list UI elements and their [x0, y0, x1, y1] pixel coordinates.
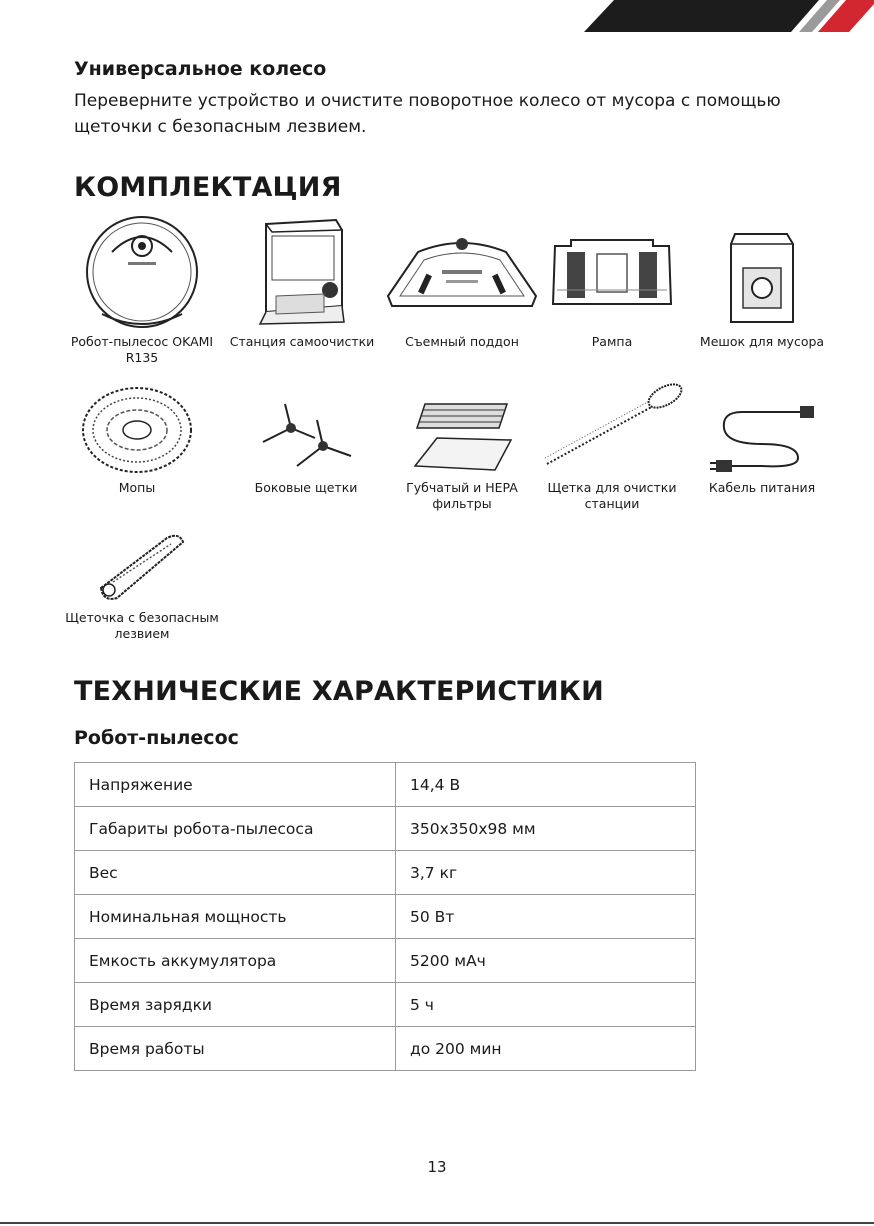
- table-row: [75, 1027, 696, 1071]
- kit-item-ramp: [532, 230, 692, 350]
- spec-value: до 200 мин: [396, 1027, 696, 1071]
- specs-subtitle: Робот-пылесос: [74, 727, 239, 749]
- spec-value: 14,4 В: [396, 763, 696, 807]
- dust-bag-icon: [717, 226, 807, 330]
- kit-item-label: Щетка для очистки станции: [547, 480, 677, 511]
- table-row: [75, 763, 696, 807]
- table-row: [75, 939, 696, 983]
- spec-value: 5 ч: [396, 983, 696, 1027]
- kit-item-side-brushes: [226, 398, 386, 496]
- filter-icon: [407, 398, 517, 476]
- cleaning-brush-icon: [537, 378, 687, 476]
- kit-item-cable: [682, 398, 842, 496]
- ramp-icon: [547, 230, 677, 330]
- kit-item-label: Станция самоочистки: [229, 334, 375, 349]
- robot-vacuum-icon: [82, 212, 202, 330]
- power-cable-icon: [702, 398, 822, 476]
- kit-item-robot: [62, 212, 222, 366]
- spec-name: Вес: [75, 851, 396, 895]
- table-row: [75, 895, 696, 939]
- kit-item-label: Боковые щетки: [254, 480, 358, 495]
- header-stripes: [584, 0, 874, 32]
- kit-item-label: Робот-пылесос OKAMI R135: [70, 334, 214, 365]
- spec-value: 5200 мАч: [396, 939, 696, 983]
- kit-item-mops: [57, 384, 217, 496]
- tray-icon: [382, 230, 542, 330]
- spec-name: Время зарядки: [75, 983, 396, 1027]
- spec-value: 50 Вт: [396, 895, 696, 939]
- station-icon: [252, 212, 352, 330]
- kit-item-label: Губчатый и HEPA фильтры: [406, 480, 518, 511]
- kit-item-label: Мешок для мусора: [699, 334, 825, 349]
- wheel-section-title: Универсальное колесо: [74, 58, 327, 80]
- wheel-instructions: Переверните устройство и очистите поворотное колесо от мусора с помощью щеточки с безопасным лезвием.: [74, 91, 781, 137]
- kit-item-bag: [682, 226, 842, 350]
- spec-name: Емкость аккумулятора: [75, 939, 396, 983]
- spec-value: 350x350x98 мм: [396, 807, 696, 851]
- kit-item-station: [222, 212, 382, 350]
- kit-item-station-brush: [532, 378, 692, 512]
- specs-section-title: ТЕХНИЧЕСКИЕ ХАРАКТЕРИСТИКИ: [74, 676, 604, 707]
- kit-section-title: КОМПЛЕКТАЦИЯ: [74, 172, 342, 203]
- specs-table: [74, 762, 696, 1071]
- spec-value: 3,7 кг: [396, 851, 696, 895]
- mop-icon: [79, 384, 195, 476]
- spec-name: Габариты робота-пылесоса: [75, 807, 396, 851]
- blade-brush-icon: [87, 528, 197, 606]
- kit-item-label: Рампа: [591, 334, 633, 349]
- table-row: [75, 983, 696, 1027]
- spec-name: Номинальная мощность: [75, 895, 396, 939]
- kit-item-label: Кабель питания: [708, 480, 816, 495]
- spec-name: Напряжение: [75, 763, 396, 807]
- kit-item-filters: [382, 398, 542, 512]
- bottom-divider: [0, 1222, 874, 1224]
- kit-item-label: Съемный поддон: [405, 334, 519, 349]
- kit-item-tray: [382, 230, 542, 350]
- table-row: [75, 807, 696, 851]
- side-brush-icon: [251, 398, 361, 476]
- kit-item-label: Щеточка с безопасным лезвием: [65, 610, 219, 641]
- table-row: [75, 851, 696, 895]
- page-number: 13: [427, 1158, 447, 1176]
- kit-item-label: Мопы: [118, 480, 156, 495]
- kit-item-blade-brush: [62, 528, 222, 642]
- spec-name: Время работы: [75, 1027, 396, 1071]
